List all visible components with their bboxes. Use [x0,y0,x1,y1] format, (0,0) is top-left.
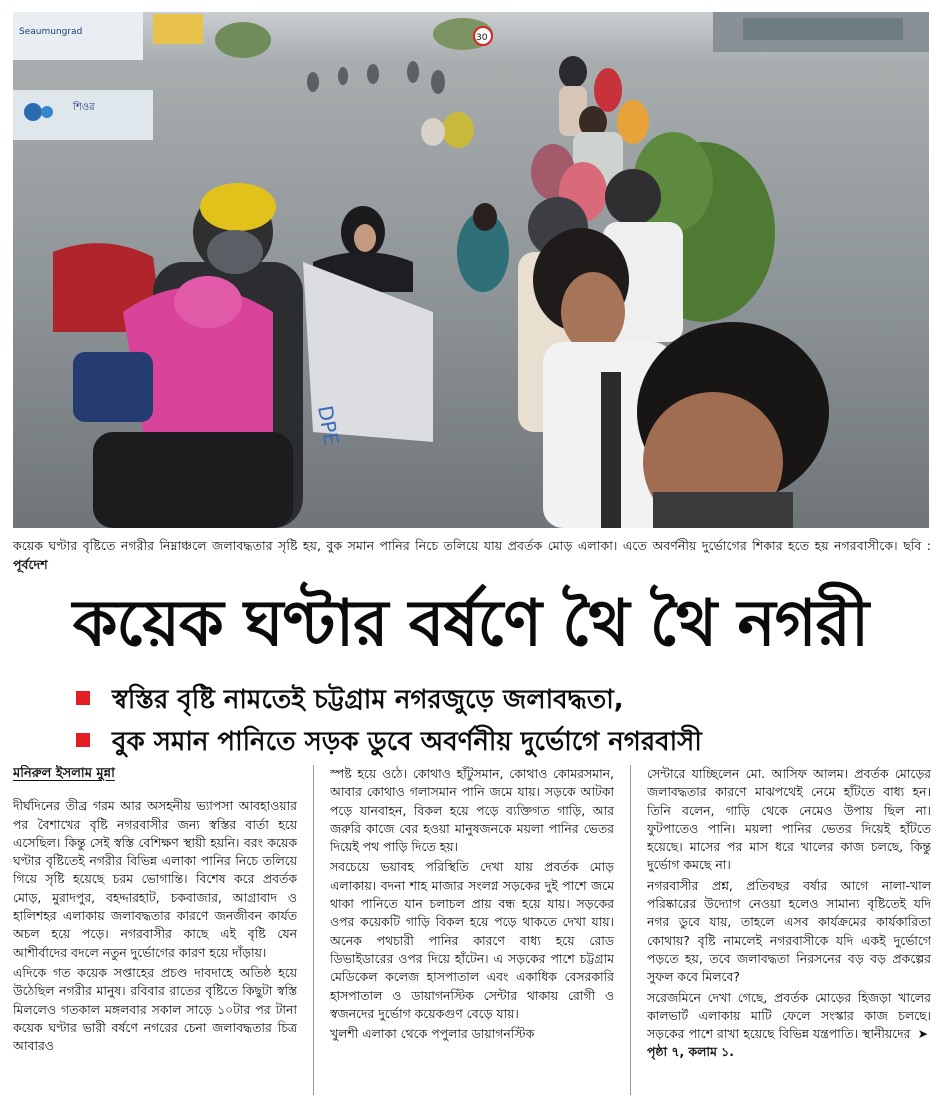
photo-credit: পূর্বদেশ [13,557,48,572]
paragraph: সেন্টারে যাচ্ছিলেন মো. আসিফ আলম। প্রবর্তক মোড়ের জলাবদ্ধতার কারণে মাঝপথেই নেমে হাঁটতে বাধ্য হন। তিনি বলেন, গাড়ি থেকে নেমেও উপায় ছিল না। ফুটপাতেও পানি। ময়লা পানির ভেতর দিয়েই হাঁটতে হয়েছে। মাসের পর মাস ধরে খালের কাজ চলছে, কিন্তু দুর্ভোগ কমছে না। [647,766,931,873]
paragraph [647,989,931,1062]
article-column-3 [647,765,931,1095]
kicker-text-2: বুক সমান পানিতে সড়ক ডুবে অবর্ণনীয় দুর্ভোগে নগরবাসী [112,727,702,757]
svg-text:30: 30 [476,33,488,43]
column-divider [630,765,631,1095]
article-body [13,765,931,1095]
news-photo [13,12,929,528]
paragraph: স্পষ্ট হয়ে ওঠে। কোথাও হাঁটুসমান, কোথাও কোমরসমান, আবার কোথাও গলাসমান পানি জমে যায়। সড়কে আটকা পড়ে যানবাহন, বিকল হয়ে পড়ে ব্যক্তিগত গাড়ি, আর জরুরি কাজে বের হওয়া মানুষজনকে ময়লা পানির ভেতর দিয়েই পথ পাড়ি দিতে হয়। [330,766,614,855]
byline: মনিরুল ইসলাম মুন্না [13,766,115,781]
paragraph: দীর্ঘদিনের তীব্র গরম আর অসহনীয় ভ্যাপসা আবহাওয়ার পর বৈশাখের বৃষ্টি নগরবাসীর জন্য স্বস্তির বার্তা হয়ে এসেছিল। কিন্তু সেই স্বস্তি বেশিক্ষণ স্থায়ী হয়নি। বরং কয়েক ঘণ্টার বৃষ্টিতেই নগরীর বিভিন্ন এলাকা পানির নিচে তলিয়ে গিয়ে সৃষ্টি হয়েছে চরম ভোগান্তি। বিশেষ করে প্রবর্তক মোড়, মুরাদপুর, বহদ্দারহাট, চকবাজার, আগ্রাবাদ ও হালিশহর এলাকায় জলাবদ্ধতার কারণে জনজীবন কার্যত অচল হয়ে পড়ে। নগরবাসীর কাছে এই বৃষ্টি যেন আশীর্বাদের বদলে নতুন দুর্ভোগের কারণ হয়ে দাঁড়ায়। [13,798,297,960]
paragraph: খুলশী এলাকা থেকে পপুলার ডায়াগনস্টিক [330,1026,535,1042]
paragraph: এদিকে গত কয়েক সপ্তাহের প্রচণ্ড দাবদাহে অতিষ্ঠ হয়ে উঠেছিল নগরীর মানুষ। রবিবার রাতের বৃষ্টিতে কিছুটা স্বস্তি মিললেও গতকাল মঙ্গলবার সকাল সাড়ে ১০টার পর টানা কয়েক ঘণ্টার ভারী বর্ষণে নগরের চেনা জলাবদ্ধতার চিত্র আবারও [13,964,297,1054]
caption-text: কয়েক ঘণ্টার বৃষ্টিতে নগরীর নিম্নাঞ্চলে জলাবদ্ধতার সৃষ্টি হয়, বুক সমান পানির নিচে তলিয়ে যায় প্রবর্তক মোড় এলাকা। এতে অবর্ণনীয় দুর্ভোগের শিকার হতে হয় নগরবাসীকে। ছবি : [13,538,932,553]
kicker-line-2 [76,722,936,762]
kicker-line-1 [76,680,936,720]
headline: কয়েক ঘণ্টার বর্ষণে থৈ থৈ নগরী [72,586,869,661]
svg-text:শিওর: শিওর [73,102,95,113]
svg-text:DPE: DPE [313,403,344,448]
column-divider [313,765,314,1095]
photo-caption [13,536,931,574]
bullet-square-icon [76,733,90,747]
paragraph: সবচেয়ে ভয়াবহ পরিস্থিতি দেখা যায় প্রবর্তক মোড় এলাকায়। বদনা শাহ মাজার সংলগ্ন সড়কের দুই পাশে জমে থাকা পানিতে যান চলাচল প্রায় বন্ধ হয়ে যায়। সড়কের ওপর কয়েকটি গাড়ি বিকল হয়ে পড়ে থাকতে দেখা যায়। অনেক পথচারী পানির কারণে বাধ্য হয়ে রোড ডিভাইডারের ওপর দিয়ে হাঁটেন। এ সড়কের পাশে চট্টগ্রাম মেডিকেল কলেজ হাসপাতাল এবং একাধিক বেসরকারি হাসপাতাল ও ডায়াগনস্টিক সেন্টার থাকায় রোগী ও স্বজনদের দুর্ভোগ কয়েকগুণ বেড়ে যায়। [330,859,614,1021]
arrow-right-icon: ➤ [917,1026,928,1042]
jump-text: পৃষ্ঠা ৭, কলাম ১. [647,1044,734,1060]
article-column-2 [330,765,614,1095]
article-column-1 [13,765,297,1095]
yellow-sign [153,14,203,44]
paragraph: নগরবাসীর প্রশ্ন, প্রতিবছর বর্ষার আগে নালা-খাল পরিষ্কারের উদ্যোগ নেওয়া হলেও সামান্য বৃষ্টিতেই যদি নগর ডুবে যায়, তাহলে এসব কার্যক্রমের কার্যকারিতা কোথায়? বৃষ্টি নামলেই নগরবাসীকে যদি একই দুর্ভোগে পড়তে হয়, তবে জলাবদ্ধতা নিরসনের বড় বড় প্রকল্পের সুফল কবে মিলবে? [647,877,931,985]
flood-scene-illustration [13,12,929,528]
svg-text:Seaumungrad: Seaumungrad [19,27,83,37]
kicker-text-1: স্বস্তির বৃষ্টি নামতেই চট্টগ্রাম নগরজুড়ে জলাবদ্ধতা, [112,685,624,715]
bullet-square-icon [76,691,90,705]
paragraph-text: সরেজমিনে দেখা গেছে, প্রবর্তক মোড়ের হিজড়া খালের কালভার্ট এলাকায় মাটি ফেলে সংস্কার কাজ চলছে। সড়কের পাশে রাখা হয়েছে বিভিন্ন যন্ত্রপাতি। স্থানীয়দের [647,989,931,1042]
